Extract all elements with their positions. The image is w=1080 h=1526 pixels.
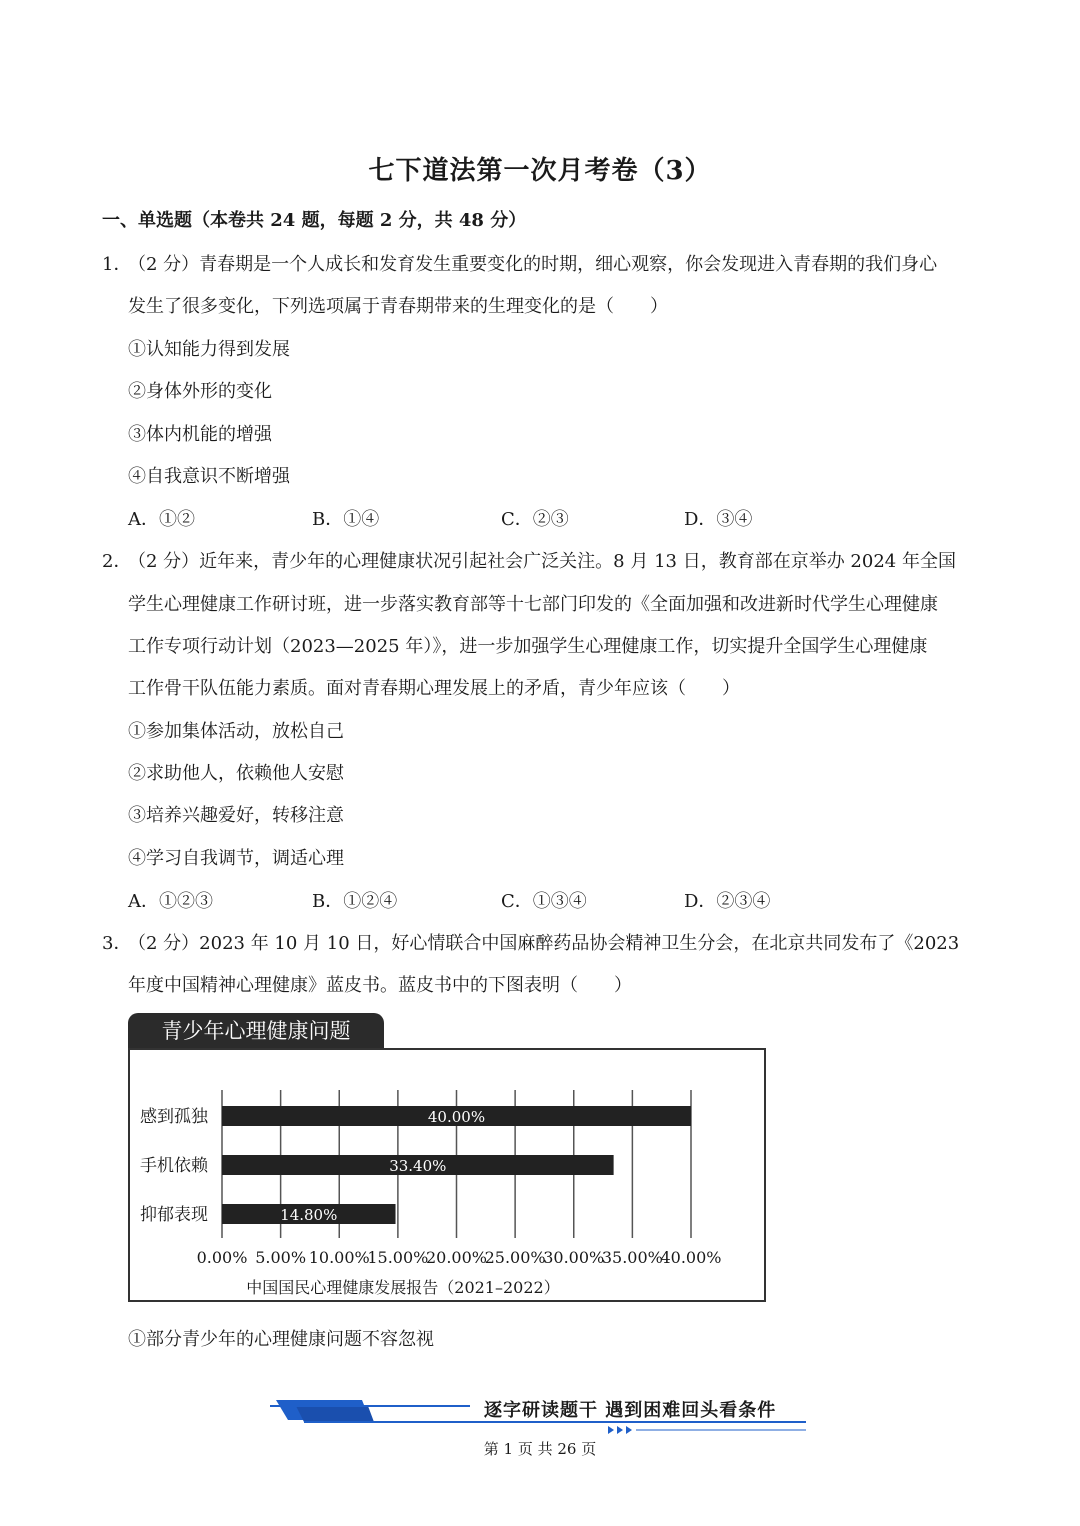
option-c[interactable]: C．②③ — [501, 509, 569, 530]
page-number: 第 1 页 共 26 页 — [483, 1440, 597, 1458]
x-axis-label: 中国国民心理健康发展报告（2021–2022） — [246, 1278, 560, 1297]
question-text: （2 分）2023 年 10 月 10 日，好心情联合中国麻醉药品协会精神卫生分会，在北京共同发布了《2023 — [128, 933, 960, 954]
arrow-icon — [617, 1426, 623, 1434]
statement-item: ①参加集体活动，放松自己 — [128, 721, 344, 742]
question-1-stem-cont: 发生了很多变化，下列选项属于青春期带来的生理变化的是（ ） — [128, 296, 668, 317]
footer-banner-shape — [296, 1406, 374, 1422]
question-text: （2 分）近年来，青少年的心理健康状况引起社会广泛关注。8 月 13 日，教育部在京举办 2024 年全国 — [128, 551, 956, 572]
section-heading: 一、单选题（本卷共 24 题，每题 2 分，共 48 分） — [102, 210, 527, 231]
question-3-stem — [102, 929, 959, 955]
question-number: 1． — [102, 254, 132, 275]
category-label: 感到孤独 — [140, 1107, 208, 1127]
option-b[interactable]: B．①②④ — [312, 891, 398, 912]
statement-item: ②身体外形的变化 — [128, 381, 272, 402]
question-2-stem — [102, 547, 956, 573]
chart-title: 青少年心理健康问题 — [128, 1013, 384, 1049]
x-tick-label: 35.00% — [601, 1248, 663, 1267]
x-tick-label: 10.00% — [308, 1248, 370, 1267]
data-label: 40.00% — [427, 1108, 486, 1126]
question-3-stem-cont: 年度中国精神心理健康》蓝皮书。蓝皮书中的下图表明（ ） — [128, 975, 632, 996]
question-2-stem-cont: 工作骨干队伍能力素质。面对青春期心理发展上的矛盾，青少年应该（ ） — [128, 678, 740, 699]
option-a[interactable]: A．①②③ — [128, 891, 213, 912]
statement-item: ③培养兴趣爱好，转移注意 — [128, 805, 344, 826]
statement-item: ①认知能力得到发展 — [128, 339, 290, 360]
x-tick-label: 0.00% — [196, 1248, 248, 1267]
x-tick-label: 25.00% — [484, 1248, 546, 1267]
x-tick-label: 30.00% — [543, 1248, 605, 1267]
bar-chart — [128, 1048, 766, 1302]
question-2-stem-cont: 学生心理健康工作研讨班，进一步落实教育部等十七部门印发的《全面加强和改进新时代学生心理健康 — [128, 594, 938, 615]
statement-item: ③体内机能的增强 — [128, 424, 272, 445]
option-d[interactable]: D．②③④ — [684, 891, 771, 912]
arrow-icon — [608, 1426, 614, 1434]
page-title: 七下道法第一次月考卷（3） — [368, 156, 712, 186]
question-number: 3． — [102, 933, 132, 954]
footer-slogan: 逐字研读题干 遇到困难回头看条件 — [484, 1400, 777, 1421]
data-label: 33.40% — [389, 1157, 447, 1175]
x-tick-label: 5.00% — [255, 1248, 307, 1267]
statement-item: ④学习自我调节，调适心理 — [128, 848, 344, 869]
statement-item: ④自我意识不断增强 — [128, 466, 290, 487]
statement-item: ①部分青少年的心理健康问题不容忽视 — [128, 1329, 434, 1350]
question-text: （2 分）青春期是一个人成长和发育发生重要变化的时期，细心观察，你会发现进入青春期的我们身心 — [128, 254, 938, 275]
option-d[interactable]: D．③④ — [684, 509, 753, 530]
question-number: 2． — [102, 551, 132, 572]
option-a[interactable]: A．①② — [128, 509, 195, 530]
category-label: 抑郁表现 — [140, 1205, 208, 1225]
option-b[interactable]: B．①④ — [312, 509, 380, 530]
statement-item: ②求助他人，依赖他人安慰 — [128, 763, 344, 784]
x-tick-label: 15.00% — [367, 1248, 429, 1267]
question-1-stem — [102, 250, 937, 276]
data-label: 14.80% — [280, 1206, 338, 1224]
x-tick-label: 20.00% — [425, 1248, 488, 1267]
arrow-icon — [626, 1426, 632, 1434]
category-label: 手机依赖 — [140, 1156, 208, 1176]
option-c[interactable]: C．①③④ — [501, 891, 587, 912]
x-tick-label: 40.00% — [660, 1248, 722, 1267]
question-2-stem-cont: 工作专项行动计划（2023—2025 年）》，进一步加强学生心理健康工作，切实提升全国学生心理健康 — [128, 636, 928, 657]
